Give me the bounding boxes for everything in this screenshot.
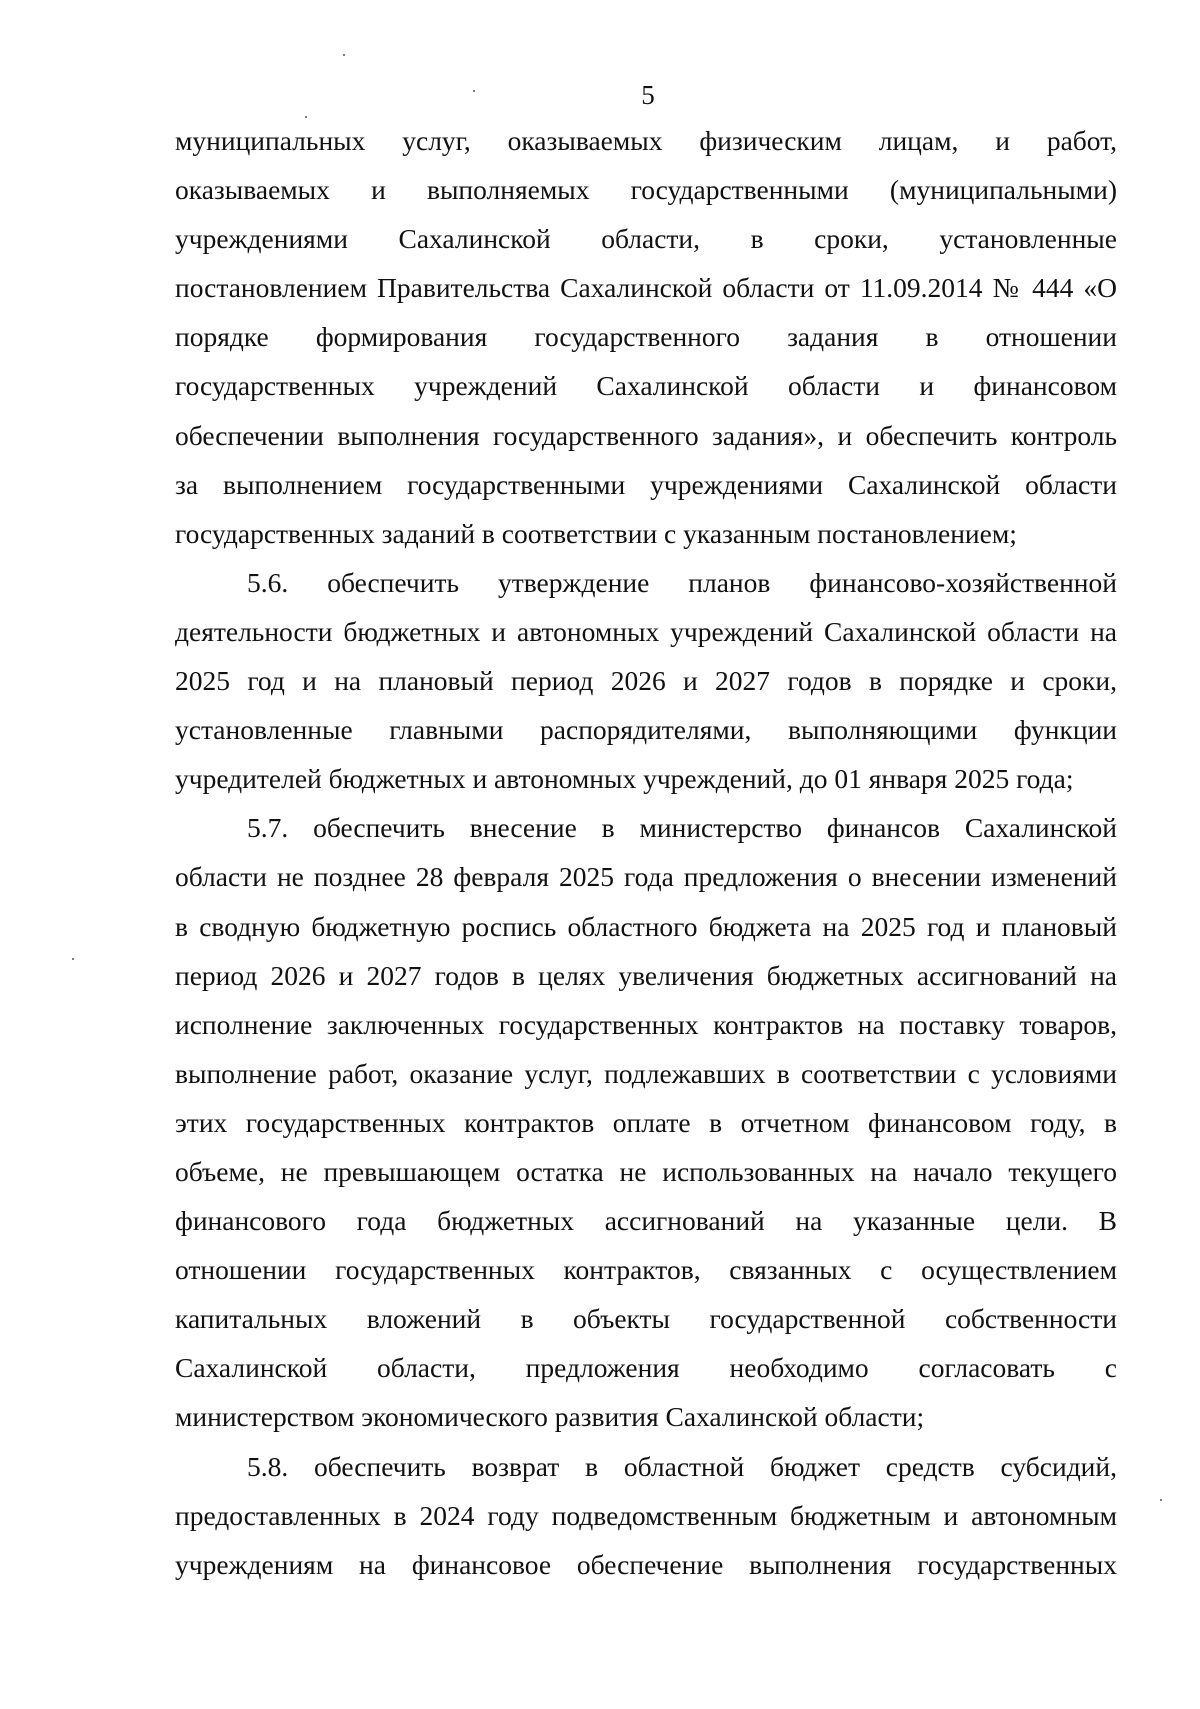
scan-speck — [305, 116, 307, 118]
paragraph-5-8-start: 5.8. обеспечить возврат в областной бюджет средств субсидий, — [247, 1450, 1117, 1482]
text-line: учреждениями Сахалинской области, в сроки, установленные — [175, 223, 1117, 255]
text-line: предоставленных в 2024 году подведомственным бюджетным и автономным — [175, 1499, 1117, 1531]
text-line: государственных учреждений Сахалинской области и финансовом — [175, 370, 1117, 402]
text-line: Сахалинской области, предложения необходимо согласовать с — [175, 1352, 1117, 1384]
text-line: 2025 год и на плановый период 2026 и 2027 годов в порядке и сроки, — [175, 665, 1117, 697]
text-line: оказываемых и выполняемых государственными (муниципальными) — [175, 174, 1117, 206]
text-line: этих государственных контрактов оплате в отчетном финансовом году, в — [175, 1106, 1117, 1138]
scan-speck — [1160, 1499, 1162, 1501]
text-line: постановлением Правительства Сахалинской области от 11.09.2014 № 444 «О — [175, 272, 1117, 304]
text-line: деятельности бюджетных и автономных учреждений Сахалинской области на — [175, 615, 1117, 647]
text-line: учреждениям на финансовое обеспечение выполнения государственных — [175, 1548, 1117, 1580]
text-line: порядке формирования государственного задания в отношении — [175, 321, 1117, 353]
scan-speck — [473, 90, 475, 92]
text-line: установленные главными распорядителями, выполняющими функции — [175, 714, 1117, 746]
text-line: учредителей бюджетных и автономных учреждений, до 01 января 2025 года; — [175, 763, 1074, 795]
text-line: муниципальных услуг, оказываемых физическим лицам, и работ, — [175, 125, 1117, 156]
text-line: государственных заданий в соответствии с указанным постановлением; — [175, 517, 1017, 549]
paragraph-5-7-start: 5.7. обеспечить внесение в министерство финансов Сахалинской — [247, 812, 1117, 844]
paragraph-5-6-start: 5.6. обеспечить утверждение планов финансово-хозяйственной — [247, 566, 1117, 598]
scan-speck — [72, 958, 74, 960]
text-line: отношении государственных контрактов, связанных с осуществлением — [175, 1254, 1117, 1286]
text-line: области не позднее 28 февраля 2025 года предложения о внесении изменений — [175, 861, 1117, 893]
text-line: объеме, не превышающем остатка не использованных на начало текущего — [175, 1155, 1117, 1187]
text-line: обеспечении выполнения государственного задания», и обеспечить контроль — [175, 419, 1117, 451]
text-line: выполнение работ, оказание услуг, подлежавших в соответствии с условиями — [175, 1057, 1117, 1089]
text-line: министерством экономического развития Сахалинской области; — [175, 1401, 925, 1433]
body-text — [175, 116, 1117, 1589]
scan-speck — [343, 54, 345, 56]
text-line: финансового года бюджетных ассигнований на указанные цели. В — [175, 1205, 1117, 1237]
text-line: капитальных вложений в объекты государственной собственности — [175, 1303, 1117, 1335]
text-line: период 2026 и 2027 годов в целях увеличения бюджетных ассигнований на — [175, 959, 1117, 991]
page-number: 5 — [641, 80, 655, 110]
text-line: исполнение заключенных государственных контрактов на поставку товаров, — [175, 1008, 1117, 1040]
text-line: в сводную бюджетную роспись областного бюджета на 2025 год и плановый — [175, 910, 1117, 942]
text-line: за выполнением государственными учреждениями Сахалинской области — [175, 468, 1117, 500]
